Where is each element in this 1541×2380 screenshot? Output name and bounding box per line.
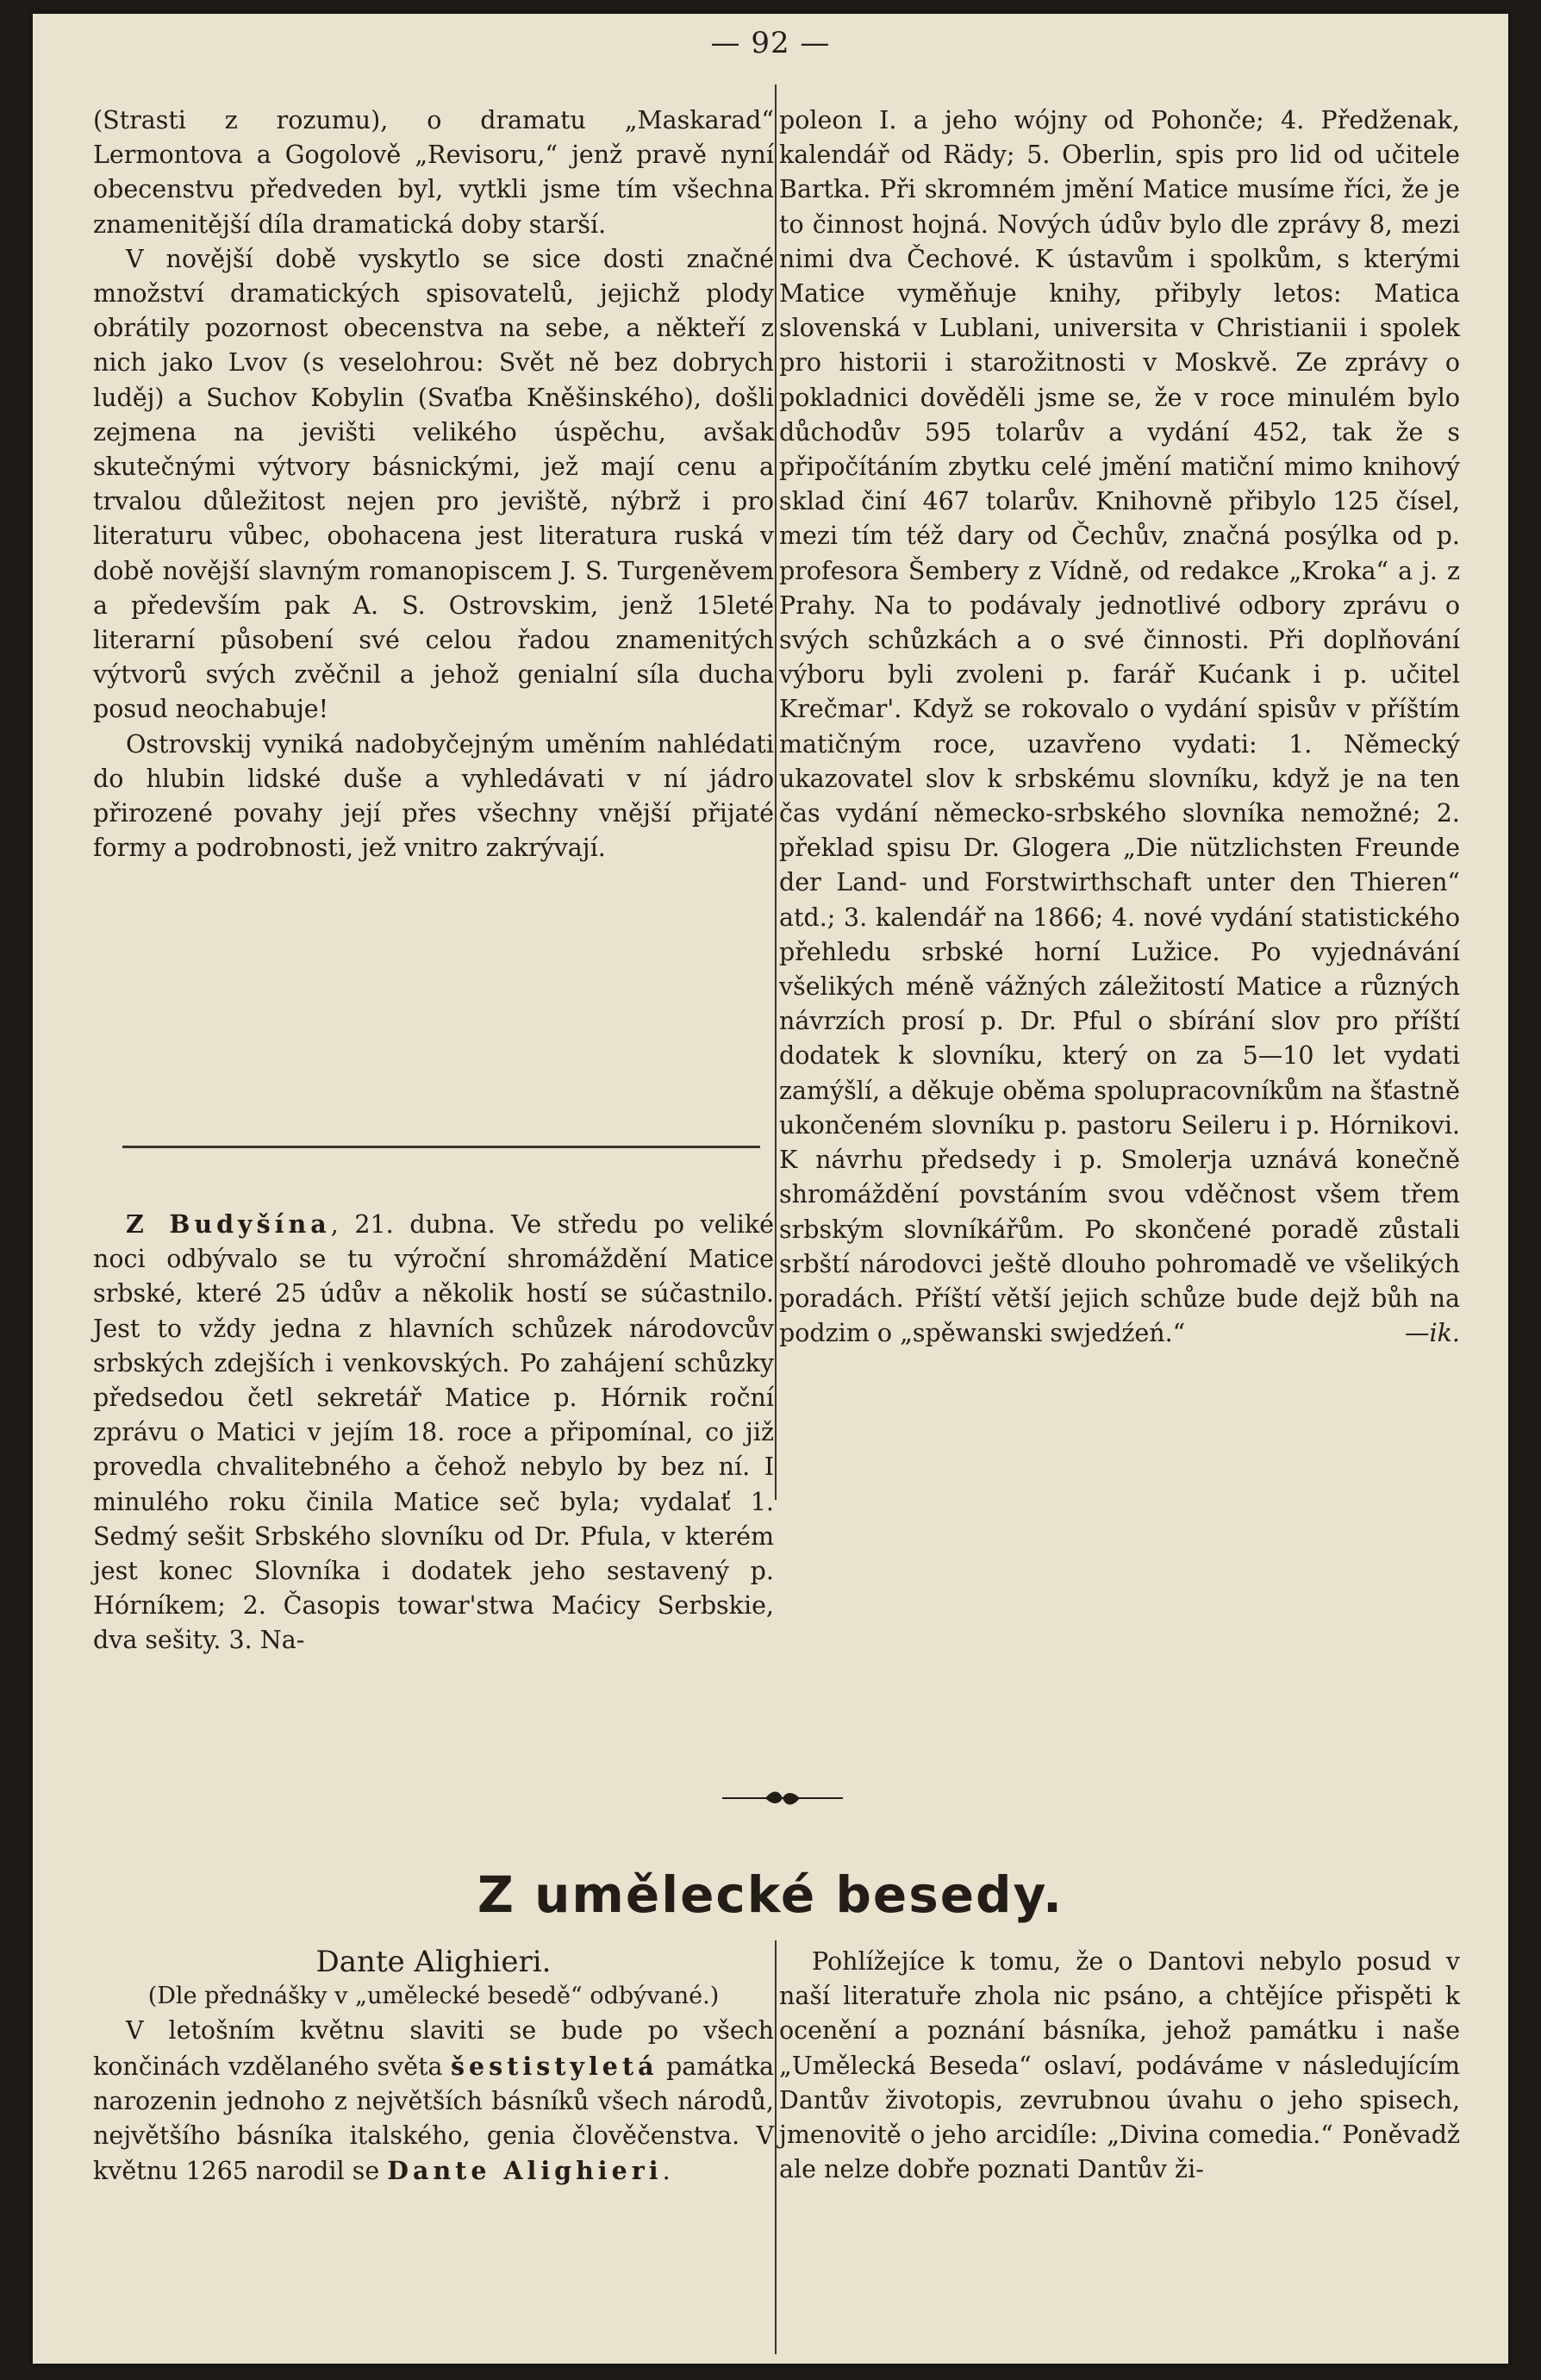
left-column-article	[93, 103, 774, 865]
section-separator-rule	[122, 1146, 760, 1148]
report-continuation: poleon I. a jeho wójny od Pohonče; 4. Předženak, kalendář od Rädy; 5. Oberlin, spis pro lid od učitele Bartka. Při skromném jmění Matice musíme říci, že je to činnost hojná. Nových údův bylo dle zprávy 8, mezi nimi dva Čechové. K ústavům i spolkům, s kterými Matice vyměňuje knihy, přibyly letos: Matica slovenská v Lublani, universita v Christianii i spolek pro historii i starožitnosti v Moskvě. Ze zprávy o pokladnici dověděli jsme se, že v roce minulém bylo důchodův 595 tolarův a vydání 452, tak že s připočítáním zbytku celé jmění matiční mimo knihový sklad činí 467 tolarův. Knihovně přibylo 125 čísel, mezi tím též dary od Čechův, značná posýlka od p. profesora Šembery z Vídně, od redakce „Kroka“ a j. z Prahy. Na to podávaly jednotlivé odbory zprávu o svých schůzkách a o své činnosti. Při doplňování výboru byli zvoleni p. farář Kućank i p. učitel Krečmar'. Když se rokovalo o vydání spisův v příštím matičným roce, uzavřeno vydati: 1. Německý ukazovatel slov k srbskému slovníku, když je na ten čas vydání německo-srbského slovníka nemožné; 2. překlad spisu Dr. Glogera „Die nützlichsten Freunde der Land- und Forstwirthschaft unter den Thieren“ atd.; 3. kalendář na 1866; 4. nové vydání statistického přehledu srbské horní Lužice. Po vyjednávání všelikých méně vážných záležitostí Matice a různých návrzích prosí p. Dr. Pful o sbírání slov pro příští dodatek k slovníku, který on za 5—10 let vydati zamýšlí, a děkuje oběma spolupracovníkům na šťastně ukončeném slovníku p. pastoru Seileru i p. Hórnikovi. K návrhu předsedy i p. Smolerja uznává konečně shromáždění povstáním svou vděčnost všem třem srbským slovníkářům. Po skončené poradě zůstali srbští národovci ještě dlouho pohromadě ve všelikých poradách. Příští větší jejich schůze bude dejž bůh na podzim o „spěwanski swjedźeń.“	[779, 106, 1460, 1348]
text-run: .	[662, 2157, 671, 2186]
signature: —ik.	[1405, 1319, 1460, 1348]
article-subheading: (Dle přednášky v „umělecké besedě“ odbývané.)	[147, 1983, 720, 2010]
dateline-place: Z Budyšína	[126, 1209, 331, 1239]
paragraph: (Strasti z rozumu), o dramatu „Maskarad“ Lermontova a Gogolově „Revisoru,“ jenž pravě nyní obecenstvu předveden byl, vytkli jsme tím všechna znamenitější díla dramatická doby starší.	[93, 106, 774, 239]
budysin-report	[93, 1207, 774, 1659]
paragraph: Pohlížejíce k tomu, že o Dantovi nebylo posud v naší literatuře zhola nic psáno, a chtějíce přispěti k ocenění a poznání básníka, jehož památku i naše „Umělecká Beseda“ oslaví, podáváme v následujícím Dantův životopis, zevrubnou úvahu o jeho spisech, jmenovitě o jeho arcidíle: „Divina comedia.“ Poněvadž ale nelze dobře poznati Dantův ži-	[779, 1947, 1460, 2184]
article-heading: Dante Alighieri.	[315, 1945, 552, 1979]
paragraph: Ostrovskij vyniká nadobyčejným uměním nahlédati do hlubin lidské duše a vyhledávati v ní jádro přirozené povahy její přes všechny vnější přijaté formy a podrobnosti, jež vnitro zakrývají.	[93, 729, 774, 863]
paragraph	[779, 103, 1460, 1351]
column-divider-bottom	[775, 1940, 777, 2354]
column-divider-top	[775, 84, 777, 1500]
paragraph	[93, 2014, 774, 2189]
section-title: Z umělecké besedy.	[477, 1865, 1064, 1924]
emphasis: šestistyletá	[451, 2051, 658, 2081]
ornament-divider	[722, 1788, 843, 1808]
text-run: V letošním květnu slaviti se bude po všech končinách vzdělaného světa	[93, 2016, 774, 2081]
right-column-article	[779, 103, 1460, 1351]
emphasis: Dante Alighieri	[387, 2156, 663, 2186]
dante-article-right	[779, 1945, 1460, 2187]
page	[33, 14, 1508, 2364]
dante-article-left	[93, 1945, 774, 2189]
text-run: památka narozenin jednoho z největších básníků všech národů, největšího básníka italského, genia člověčenstva. V květnu 1265 narodil se	[93, 2052, 774, 2186]
paragraph	[93, 1207, 774, 1659]
paragraph: V novější době vyskytlo se sice dosti značné množství dramatických spisovatelů, jejichž plody obrátily pozornost obecenstva na sebe, a někteří z nich jako Lvov (s veselohrou: Svět ně bez dobrych luděj) a Suchov Kobylin (Svaťba Kněšinského), došli zejmena na jevišti velikého úspěchu, avšak skutečnými výtvory básnickými, jež mají cenu a trvalou důležitost nejen pro jeviště, nýbrž i pro literaturu vůbec, obohacena jest literatura ruská v době novější slavným romanopiscem J. S. Turgeněvem a především pak A. S. Ostrovskim, jenž 15leté literarní působení své celou řadou znamenitých výtvorů svých zvěčnil a jehož genialní síla ducha posud neochabuje!	[93, 244, 774, 724]
report-text: , 21. dubna. Ve středu po veliké noci odbývalo se tu výroční shromáždění Matice srbské, které 25 údův a několik hostí se súčastnilo. Jest to vždy jedna z hlavních schůzek národovcův srbských zdejších i venkovských. Po zahájení schůzky předsedou četl sekretář Matice p. Hórnik roční zprávu o Matici v jejím 18. roce a připomínal, co již provedla chvalitebného a čehož nebylo by bez ní. I minulého roku činila Matice seč byla; vydalať 1. Sedmý sešit Srbského slovníku od Dr. Pfula, v kterém jest konec Slovníka i dodatek jeho sestavený p. Hórníkem; 2. Časopis towar'stwa Maćicy Serbskie, dva sešity. 3. Na-	[93, 1210, 774, 1655]
page-number: — 92 —	[710, 26, 831, 60]
